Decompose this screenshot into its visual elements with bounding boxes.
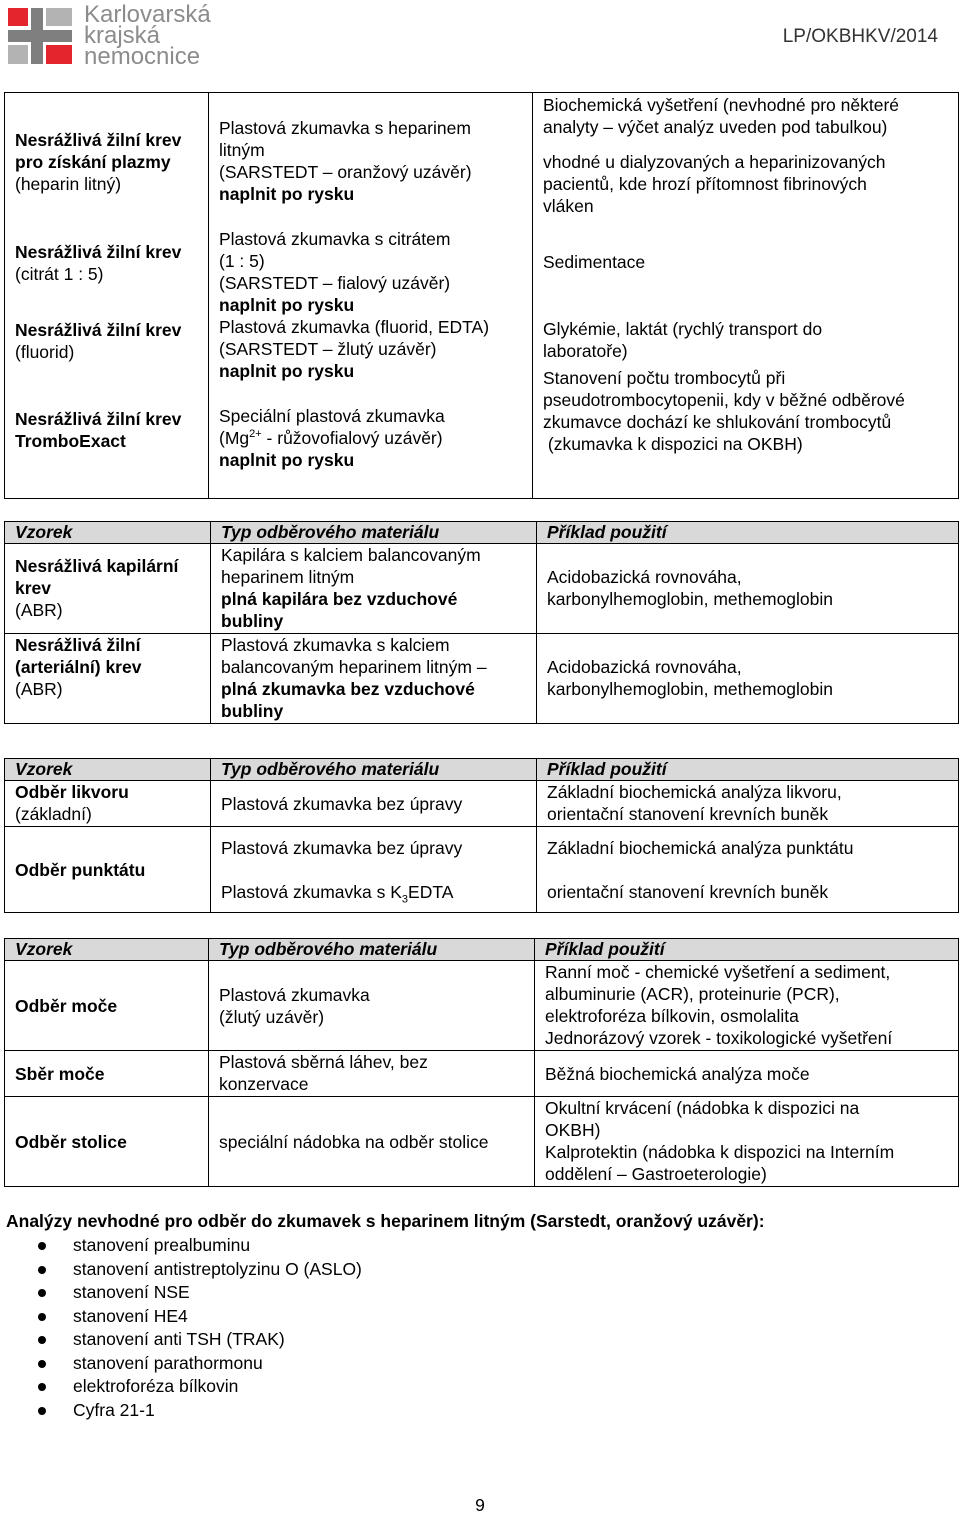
- table-header-row: [5, 939, 959, 961]
- csf-puncture-table: [4, 758, 959, 913]
- sample-stool: Odběr stolice: [5, 1097, 209, 1187]
- usage-dialysis-l3: vláken: [543, 196, 594, 216]
- material-column: [209, 93, 533, 499]
- header-material: Typ odběrového materiálu: [211, 759, 537, 781]
- material-capillary-l3: plná kapilára bez vzduchové: [221, 589, 458, 609]
- logo-text: [84, 1, 211, 70]
- material-heparin-l1: Plastová zkumavka s heparinem: [219, 118, 471, 138]
- usage-stool-l2: OKBH): [545, 1120, 601, 1140]
- usage-dialysis-l2: pacientů, kde hrozí přítomnost fibrinových: [543, 174, 867, 194]
- material-csf: Plastová zkumavka bez úpravy: [211, 781, 537, 827]
- usage-glucose-l1: Glykémie, laktát (rychlý transport do: [543, 319, 823, 339]
- list-item: stanovení HE4: [0, 1305, 362, 1329]
- sample-fluoride-line2: (fluorid): [15, 342, 75, 362]
- material-citrate-l3: (SARSTEDT – fialový uzávěr): [219, 273, 451, 293]
- material-heparin-l2: litným: [219, 140, 265, 160]
- material-urine-l1: Plastová zkumavka: [219, 984, 370, 1005]
- material-arterial-l4: bubliny: [221, 701, 284, 721]
- page-number: 9: [475, 1495, 485, 1515]
- list-item: Cyfra 21-1: [0, 1399, 362, 1423]
- header-sample: Vzorek: [5, 759, 211, 781]
- sample-arterial-l3: (ABR): [15, 679, 63, 699]
- usage-urine-l4: Jednorázový vzorek - toxikologické vyšetření: [545, 1028, 893, 1048]
- usage-biochem-l1: Biochemická vyšetření (nevhodné pro některé: [543, 95, 900, 115]
- list-item: stanovení NSE: [0, 1281, 362, 1305]
- usage-puncture-l2: orientační stanovení krevních buněk: [547, 882, 829, 902]
- list-item: stanovení prealbuminu: [0, 1234, 362, 1258]
- usage-stool-l1: Okultní krvácení (nádobka k dispozici na: [545, 1098, 860, 1118]
- logo-line-3: nemocnice: [84, 43, 201, 70]
- material-citrate-fill: naplnit po rysku: [219, 295, 355, 315]
- material-urine-collection-l2: konzervace: [219, 1074, 309, 1094]
- header-material: Typ odběrového materiálu: [211, 522, 537, 544]
- sample-heparin-line2: pro získání plazmy: [15, 152, 171, 172]
- header-sample: Vzorek: [5, 939, 209, 961]
- table-row: [5, 781, 959, 827]
- sample-citrate-line2: (citrát 1 : 5): [15, 264, 104, 284]
- material-urine-collection-l1: Plastová sběrná láhev, bez: [219, 1052, 428, 1072]
- sample-type-column: [5, 93, 209, 499]
- material-arterial-l3: plná zkumavka bez vzduchové: [221, 679, 475, 699]
- sample-csf-l2: (základní): [15, 804, 92, 824]
- material-puncture-edta: Plastová zkumavka s $K_3EDTA$: [221, 882, 454, 906]
- material-arterial-l1: Plastová zkumavka s kalciem: [221, 635, 450, 655]
- document-id: LP/OKBHKV/2014: [782, 26, 938, 47]
- usage-sedimentation: Sedimentace: [543, 252, 646, 272]
- material-fluoride-fill: naplnit po rysku: [219, 361, 355, 381]
- arterial-sample-table: [4, 521, 959, 724]
- material-citrate-l2: (1 : 5): [219, 251, 265, 271]
- table-row: [5, 544, 959, 634]
- header-material: Typ odběrového materiálu: [209, 939, 535, 961]
- table-header-row: [5, 522, 959, 544]
- sample-trombo-line1: Nesrážlivá žilní krev: [15, 409, 182, 429]
- usage-capillary-l2: karbonylhemoglobin, methemoglobin: [547, 589, 834, 609]
- material-heparin-l3: (SARSTEDT – oranžový uzávěr): [219, 162, 472, 182]
- usage-csf-l1: Základní biochemická analýza likvoru,: [547, 782, 842, 802]
- material-puncture-plain: Plastová zkumavka bez úpravy: [221, 838, 463, 858]
- hospital-logo: [8, 8, 72, 64]
- usage-puncture-l1: Základní biochemická analýza punktátu: [547, 838, 854, 858]
- logo-line-2: krajská: [84, 22, 161, 49]
- usage-glucose-l2: laboratoře): [543, 341, 628, 361]
- usage-platelets-l1: Stanovení počtu trombocytů při: [543, 368, 786, 388]
- material-fluoride-l2: (SARSTEDT – žlutý uzávěr): [219, 339, 437, 359]
- table-row: [5, 1097, 959, 1187]
- list-item: stanovení antistreptolyzinu O (ASLO): [0, 1258, 362, 1282]
- material-citrate-l1: Plastová zkumavka s citrátem: [219, 229, 451, 249]
- sample-arterial-l2: (arteriální) krev: [15, 657, 142, 677]
- usage-biochem-l2: analyty – výčet analýz uveden pod tabulkou): [543, 117, 888, 137]
- usage-urine-l2: albuminurie (ACR), proteinurie (PCR),: [545, 984, 840, 1004]
- material-capillary-l4: bubliny: [221, 611, 284, 631]
- usage-arterial-l2: karbonylhemoglobin, methemoglobin: [547, 679, 834, 699]
- list-item: elektroforéza bílkovin: [0, 1375, 362, 1399]
- material-capillary-l1: Kapilára s kalciem balancovaným: [221, 545, 481, 565]
- unsuitable-analyses-title: Analýzy nevhodné pro odběr do zkumavek s heparinem litným (Sarstedt, oranžový uzávěr):: [6, 1211, 765, 1231]
- usage-dialysis-l1: vhodné u dialyzovaných a heparinizovaných: [543, 152, 886, 172]
- table-row: [5, 1051, 959, 1097]
- usage-urine-collection: Běžná biochemická analýza moče: [535, 1051, 959, 1097]
- sample-urine: Odběr moče: [5, 961, 209, 1051]
- sample-puncture: Odběr punktátu: [5, 827, 211, 913]
- usage-stool-l4: oddělení – Gastroeterologie): [545, 1164, 767, 1184]
- material-fluoride-l1: Plastová zkumavka (fluorid, EDTA): [219, 317, 490, 337]
- sample-trombo-line2: TromboExact: [15, 431, 126, 451]
- sample-heparin-line3: (heparin litný): [15, 174, 122, 194]
- usage-capillary-l1: Acidobazická rovnováha,: [547, 567, 742, 587]
- material-heparin-fill: naplnit po rysku: [219, 184, 355, 204]
- material-trombo-l1: Speciální plastová zkumavka: [219, 406, 445, 426]
- material-arterial-l2: balancovaným heparinem litným –: [221, 657, 487, 677]
- header-usage: Příklad použití: [537, 759, 959, 781]
- list-item: stanovení anti TSH (TRAK): [0, 1328, 362, 1352]
- sample-capillary-l3: (ABR): [15, 600, 63, 620]
- urine-stool-table: [4, 938, 959, 1187]
- usage-csf-l2: orientační stanovení krevních buněk: [547, 804, 829, 824]
- list-item: stanovení parathormonu: [0, 1352, 362, 1376]
- table-header-row: [5, 759, 959, 781]
- table-row: [5, 634, 959, 724]
- sample-citrate-line1: Nesrážlivá žilní krev: [15, 242, 182, 262]
- header-usage: Příklad použití: [537, 522, 959, 544]
- blood-sample-table: [4, 92, 959, 499]
- material-trombo-fill: naplnit po rysku: [219, 450, 355, 470]
- material-urine-l2: (žlutý uzávěr): [219, 1006, 325, 1027]
- sample-capillary-l1: Nesrážlivá kapilární: [15, 556, 179, 576]
- usage-urine-l1: Ranní moč - chemické vyšetření a sediment,: [545, 962, 891, 982]
- usage-platelets-l2: pseudotrombocytopenii, kdy v běžné odběrové: [543, 390, 905, 410]
- material-trombo-l2: ($Mg^{2+}$ - růžovofialový uzávěr): [219, 428, 443, 448]
- logo-line-1: Karlovarská: [84, 1, 211, 28]
- sample-heparin-line1: Nesrážlivá žilní krev: [15, 130, 182, 150]
- usage-arterial-l1: Acidobazická rovnováha,: [547, 657, 742, 677]
- sample-urine-collection: Sběr moče: [5, 1051, 209, 1097]
- sample-csf-l1: Odběr likvoru: [15, 782, 129, 802]
- header-sample: Vzorek: [5, 522, 211, 544]
- sample-capillary-l2: krev: [15, 578, 52, 598]
- header-usage: Příklad použití: [535, 939, 959, 961]
- usage-stool-l3: Kalprotektin (nádobka k dispozici na Interním: [545, 1142, 895, 1162]
- table-row: [5, 961, 959, 1051]
- unsuitable-analyses-list: [0, 1234, 362, 1422]
- sample-arterial-l1: Nesrážlivá žilní: [15, 635, 141, 655]
- material-capillary-l2: heparinem litným: [221, 567, 355, 587]
- sample-fluoride-line1: Nesrážlivá žilní krev: [15, 320, 182, 340]
- table-row: [5, 827, 959, 913]
- usage-urine-l3: elektroforéza bílkovin, osmolalita: [545, 1006, 799, 1026]
- usage-platelets-l4: (zkumavka k dispozici na OKBH): [543, 434, 803, 454]
- usage-platelets-l3: zkumavce dochází ke shlukování trombocytů: [543, 412, 892, 432]
- usage-column: [533, 93, 959, 499]
- material-stool: speciální nádobka na odběr stolice: [209, 1097, 535, 1187]
